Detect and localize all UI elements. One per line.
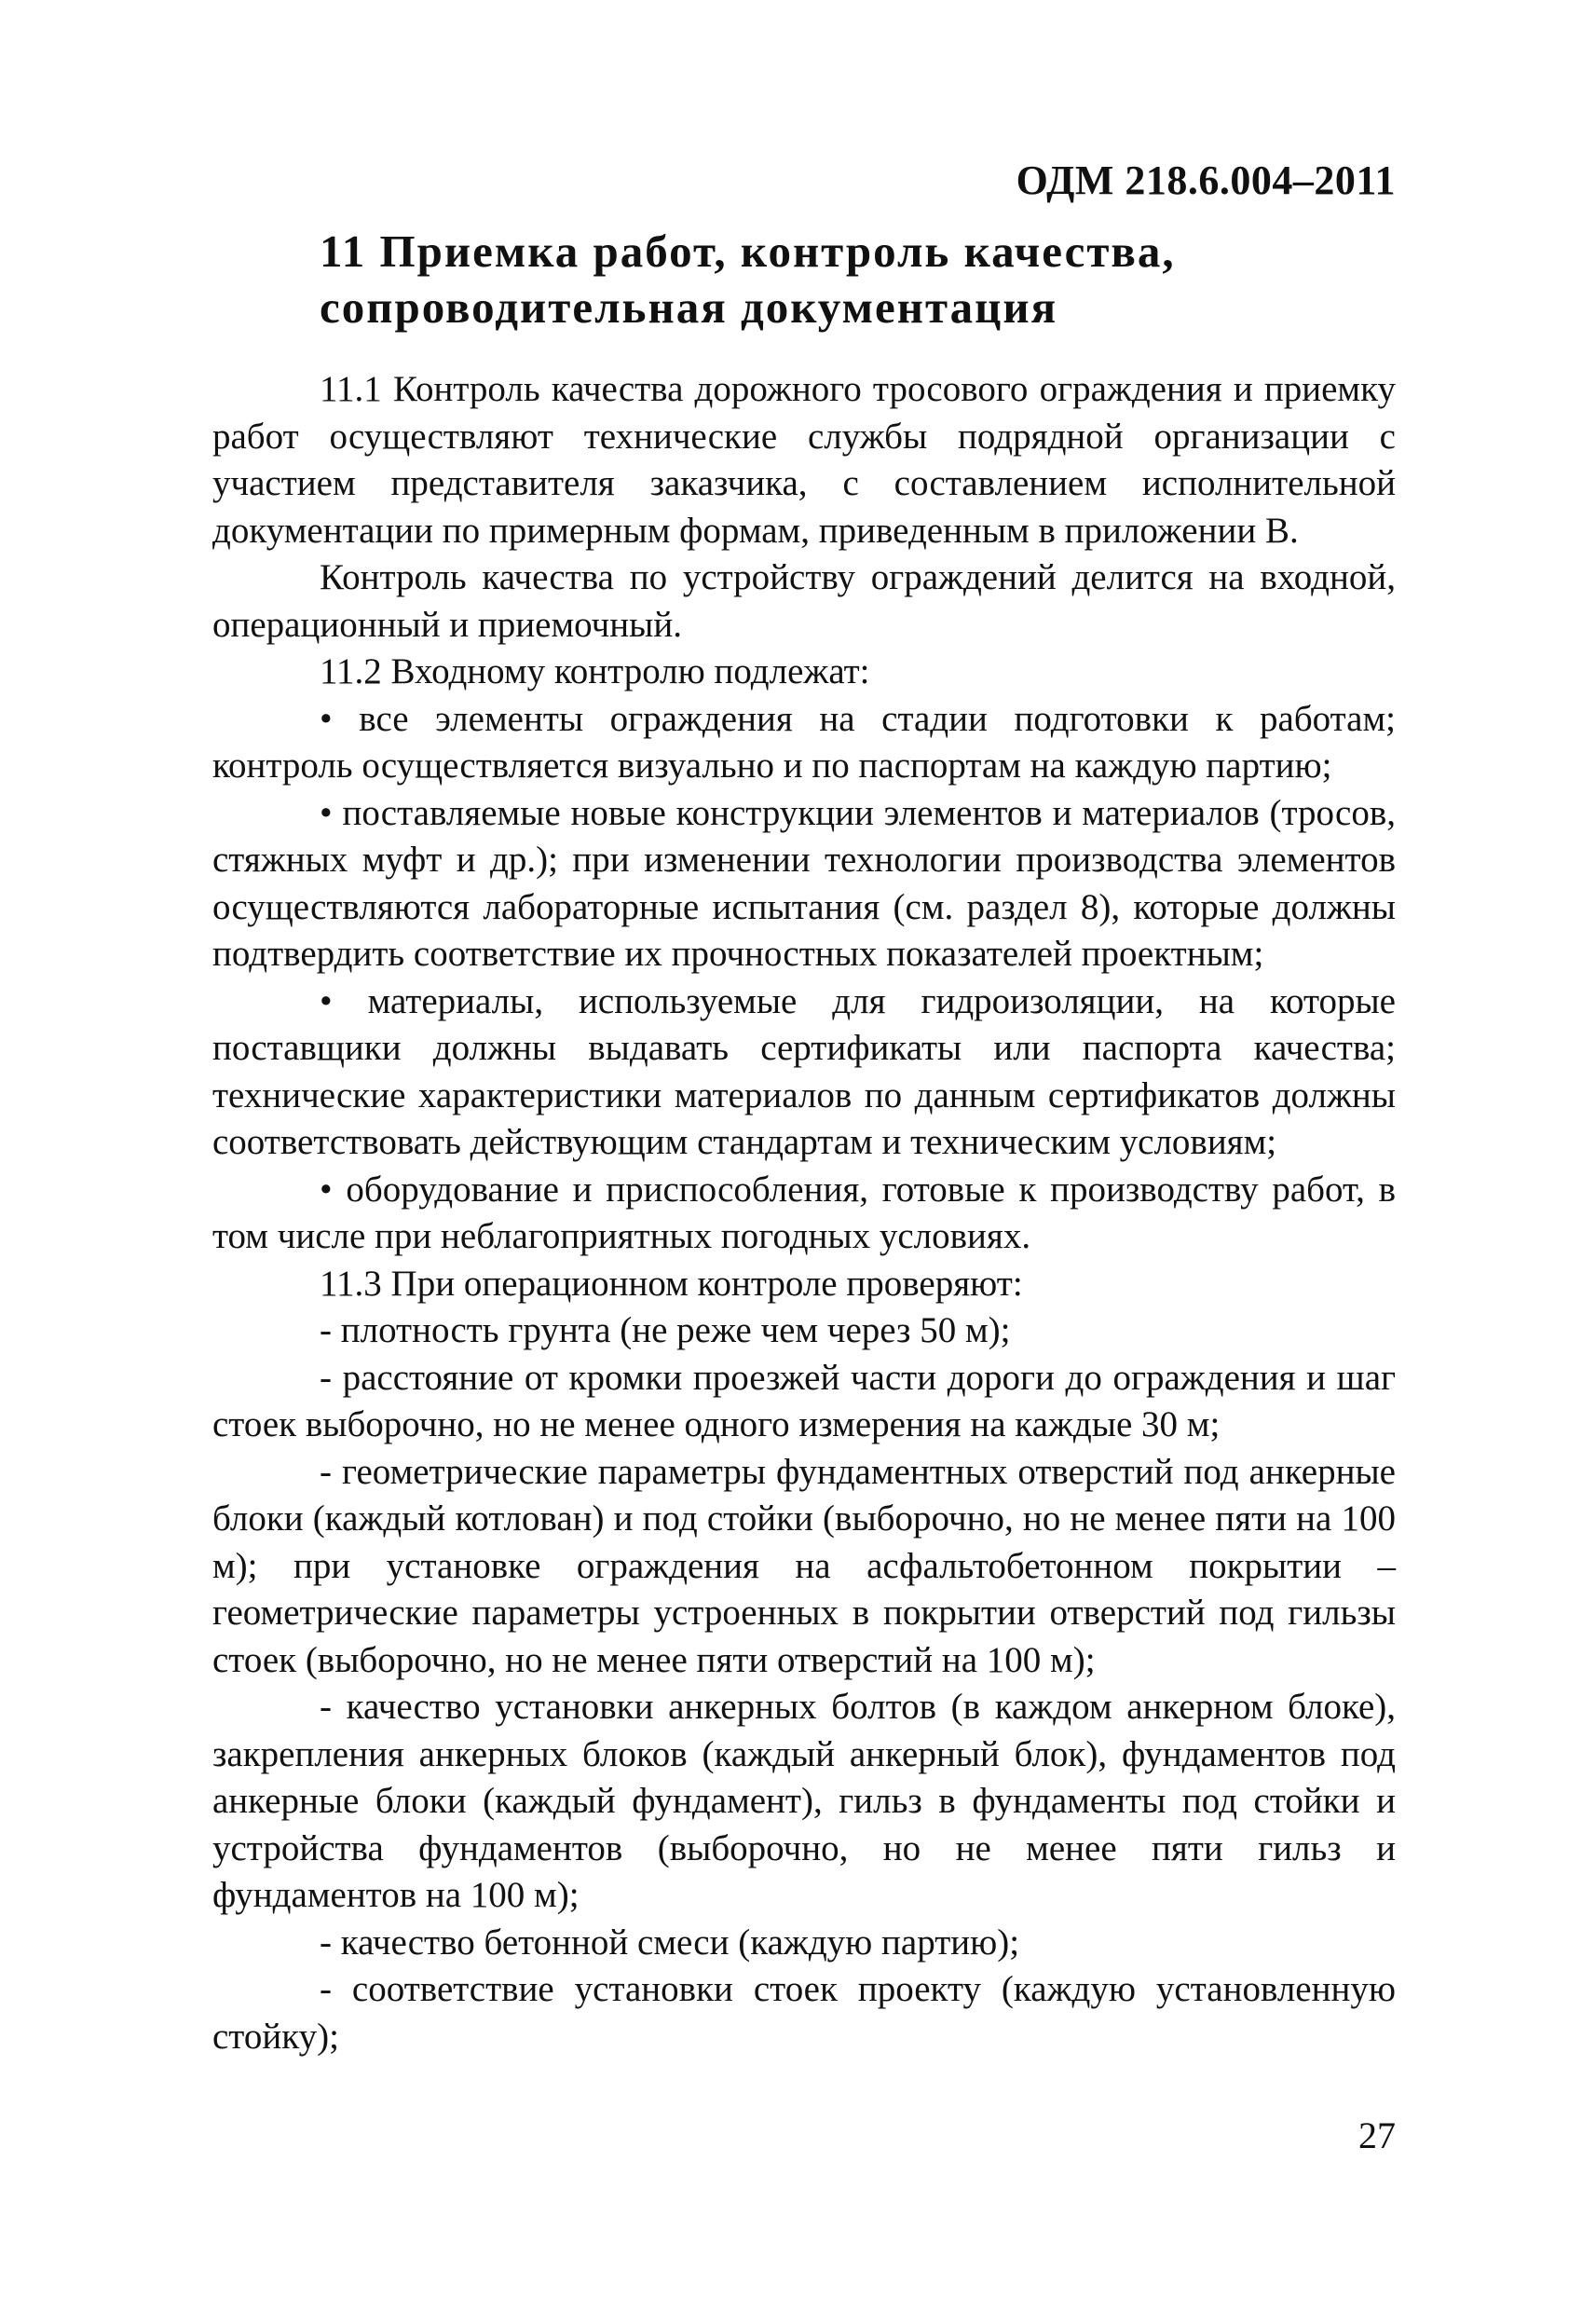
paragraph-11-3: 11.3 При операционном контроле проверяют:: [320, 1263, 1023, 1304]
section-body: [212, 366, 1396, 2060]
paragraph-11-2: 11.2 Входному контролю подлежат:: [320, 651, 870, 691]
list-item: - качество установки анкерных болтов (в каждом анкерном блоке), закрепления анкерных блоков (каждый анкерный блок), фундаментов под анкерные блоки (каждый фундамент), гильз в фундаменты под стойки и устройства фундаментов (выборочно, но не менее пяти гильз и фундаментов на 100 м);: [212, 1687, 1396, 1915]
list-item: - соответствие установки стоек проекту (каждую установленную стойку);: [212, 1969, 1396, 2057]
list-item: • поставляемые новые конструкции элементов и материалов (тросов, стяжных муфт и др.); при изменении технологии производства элементов осуществляются лабораторные испытания (см. раздел 8), которые должны подтвердить соответствие их прочностных показателей проектным;: [212, 792, 1396, 974]
section-title: 11 Приемка работ, контроль качества, сопроводительная документация: [320, 226, 1176, 333]
list-item: • оборудование и приспособления, готовые к производству работ, в том числе при неблагоприятных погодных условиях.: [212, 1169, 1396, 1256]
paragraph-control-types: Контроль качества по устройству ограждений делится на входной, операционный и приемочный.: [212, 557, 1396, 645]
list-item: - качество бетонной смеси (каждую партию);: [320, 1922, 1020, 1963]
paragraph-11-1: 11.1 Контроль качества дорожного тросового ограждения и приемку работ осуществляют технические службы подрядной организации с участием представителя заказчика, с составлением исполнительной документации по примерным формам, приведенным в приложении В.: [212, 369, 1396, 551]
list-item: - расстояние от кромки проезжей части дороги до ограждения и шаг стоек выборочно, но не менее одного измерения на каждые 30 м;: [212, 1357, 1396, 1444]
list-item: - плотность грунта (не реже чем через 50 м);: [320, 1310, 1011, 1350]
page-number: 27: [1358, 2114, 1396, 2156]
list-item: - геометрические параметры фундаментных отверстий под анкерные блоки (каждый котлован) и под стойки (выборочно, но не менее пяти на 100 м); при установке ограждения на асфальтобетонном покрытии – геометрические параметры устроенных в покрытии отверстий под гильзы стоек (выборочно, но не менее пяти отверстий на 100 м);: [212, 1451, 1396, 1680]
list-item: • материалы, используемые для гидроизоляции, на которые поставщики должны выдавать сертификаты или паспорта качества; технические характеристики материалов по данным сертификатов должны соответствовать действующим стандартам и техническим условиям;: [212, 980, 1396, 1162]
list-item: • все элементы ограждения на стадии подготовки к работам; контроль осуществляется визуально и по паспортам на каждую партию;: [212, 698, 1396, 786]
document-code: ОДМ 218.6.004–2011: [1016, 157, 1396, 203]
